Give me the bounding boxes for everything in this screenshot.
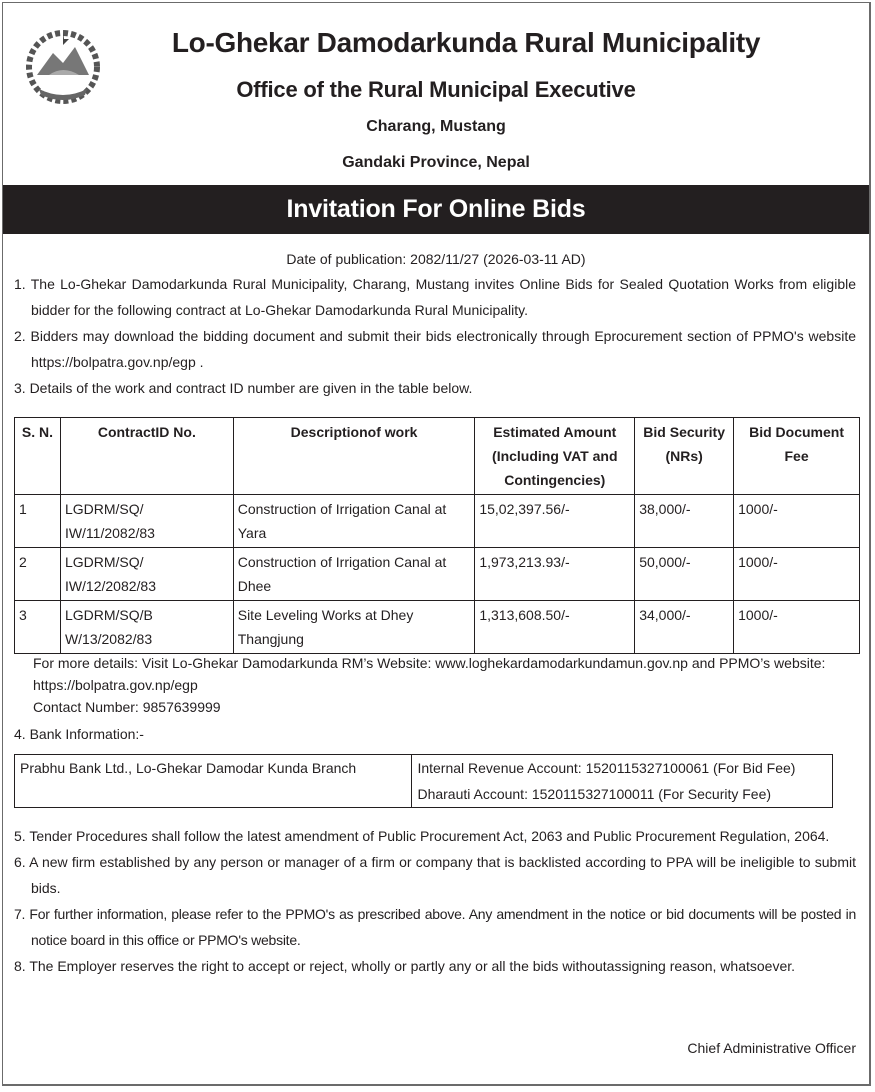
cell-contract-id: LGDRM/SQ/ IW/12/2082/83 bbox=[60, 548, 233, 601]
cell-sn: 2 bbox=[15, 548, 61, 601]
publication-date: Date of publication: 2082/11/27 (2026-03-11 AD) bbox=[286, 251, 586, 267]
paragraph-3: 3. Details of the work and contract ID number are given in the table below. bbox=[14, 380, 473, 396]
header-sn: S. N. bbox=[15, 418, 61, 495]
table-header-row bbox=[15, 418, 860, 495]
cell-contract-id: LGDRM/SQ/ IW/11/2082/83 bbox=[60, 495, 233, 548]
paragraph-7: 7. For further information, please refer to the PPMO's as prescribed above. Any amendment in the notice or bid documents will be posted in notice board in this office or PPMO's website. bbox=[14, 906, 856, 948]
notice-title-banner: Invitation For Online Bids bbox=[3, 185, 869, 234]
cell-bid-security: 50,000/- bbox=[635, 548, 734, 601]
location: Charang, Mustang bbox=[366, 118, 506, 135]
cell-description: Site Leveling Works at Dhey Thangjung bbox=[233, 601, 475, 654]
bank-info-table bbox=[14, 754, 833, 808]
revenue-account: Internal Revenue Account: 1520115327100061 (For Bid Fee) bbox=[412, 755, 833, 782]
paragraph-4: 4. Bank Information:- bbox=[14, 726, 144, 742]
table-row bbox=[15, 495, 860, 548]
province: Gandaki Province, Nepal bbox=[342, 154, 530, 171]
signature: Chief Administrative Officer bbox=[687, 1040, 856, 1056]
header-contract-id: ContractID No. bbox=[60, 418, 233, 495]
header bbox=[3, 3, 869, 185]
paragraph-5: 5. Tender Procedures shall follow the latest amendment of Public Procurement Act, 2063 and Public Procurement Regulation, 2064. bbox=[14, 828, 830, 844]
dharauti-account: Dharauti Account: 1520115327100011 (For Security Fee) bbox=[412, 781, 833, 808]
office-name: Office of the Rural Municipal Executive bbox=[236, 77, 636, 102]
more-details-text: For more details: Visit Lo-Ghekar Damodarkunda RM’s Website: www.loghekardamodarkundamun.gov.np and PPMO’s website: https://bolpatra.gov.np/egp bbox=[33, 655, 826, 693]
paragraph-2: 2. Bidders may download the bidding document and submit their bids electronically through Eprocurement section of PPMO's website https://bolpatra.gov.np/egp . bbox=[14, 328, 856, 370]
contact-number: Contact Number: 9857639999 bbox=[33, 699, 221, 715]
table-row bbox=[15, 601, 860, 654]
cell-sn: 3 bbox=[15, 601, 61, 654]
more-details bbox=[33, 652, 856, 718]
terms bbox=[3, 823, 869, 979]
cell-description: Construction of Irrigation Canal at Yara bbox=[233, 495, 475, 548]
cell-contract-id: LGDRM/SQ/B W/13/2082/83 bbox=[60, 601, 233, 654]
header-estimated-amount: Estimated Amount (Including VAT and Contingencies) bbox=[475, 418, 635, 495]
cell-estimated-amount: 15,02,397.56/- bbox=[475, 495, 635, 548]
cell-estimated-amount: 1,313,608.50/- bbox=[475, 601, 635, 654]
notice-body bbox=[3, 234, 869, 1056]
cell-bid-security: 38,000/- bbox=[635, 495, 734, 548]
cell-sn: 1 bbox=[15, 495, 61, 548]
cell-bid-security: 34,000/- bbox=[635, 601, 734, 654]
cell-bid-fee: 1000/- bbox=[734, 495, 860, 548]
header-bid-fee: Bid Document Fee bbox=[734, 418, 860, 495]
municipality-name: Lo-Ghekar Damodarkunda Rural Municipality bbox=[171, 27, 761, 58]
cell-description: Construction of Irrigation Canal at Dhee bbox=[233, 548, 475, 601]
bank-name: Prabhu Bank Ltd., Lo-Ghekar Damodar Kunda Branch bbox=[15, 755, 412, 808]
header-bid-security: Bid Security (NRs) bbox=[635, 418, 734, 495]
table-row bbox=[15, 548, 860, 601]
paragraph-8: 8. The Employer reserves the right to accept or reject, wholly or partly any or all the bids withoutassigning reason, whatsoever. bbox=[14, 958, 796, 974]
works-table bbox=[14, 417, 860, 654]
paragraph-6: 6. A new firm established by any person or manager of a firm or company that is backlisted according to PPA will be ineligible to submit bids. bbox=[14, 854, 856, 896]
bank-row bbox=[15, 755, 833, 782]
header-description: Descriptionof work bbox=[233, 418, 475, 495]
notice-page bbox=[2, 2, 871, 1086]
cell-bid-fee: 1000/- bbox=[734, 548, 860, 601]
cell-estimated-amount: 1,973,213.93/- bbox=[475, 548, 635, 601]
paragraph-1: 1. The Lo-Ghekar Damodarkunda Rural Municipality, Charang, Mustang invites Online Bids for Sealed Quotation Works from eligible bidder for the following contract at Lo-Ghekar Damodarkunda Rural Municipality. bbox=[14, 276, 856, 318]
cell-bid-fee: 1000/- bbox=[734, 601, 860, 654]
